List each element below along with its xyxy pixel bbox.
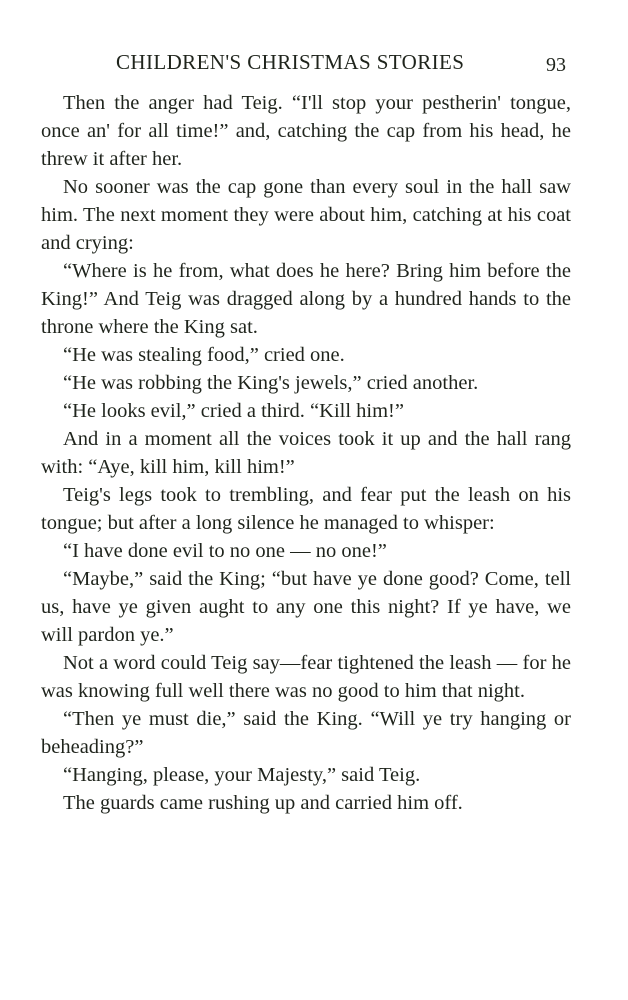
paragraph: “Then ye must die,” said the King. “Will ye try hanging or beheading?” [41, 708, 571, 758]
paragraph: “He was robbing the King's jewels,” cried another. [63, 372, 479, 394]
paragraph: “Where is he from, what does he here? Bring him before the King!” And Teig was dragged along by a hundred hands to the throne where the King sat. [41, 260, 571, 338]
paragraph: No sooner was the cap gone than every soul in the hall saw him. The next moment they were about him, catching at his coat and crying: [41, 176, 571, 254]
body-text [41, 89, 571, 817]
paragraph: “He was stealing food,” cried one. [63, 344, 345, 366]
paragraph: “Maybe,” said the King; “but have ye done good? Come, tell us, have ye given aught to any one this night? If ye have, we will pardon ye.” [41, 568, 571, 646]
paragraph: The guards came rushing up and carried him off. [63, 792, 463, 814]
paragraph: And in a moment all the voices took it up and the hall rang with: “Aye, kill him, kill him!” [41, 428, 571, 478]
running-title: CHILDREN'S CHRISTMAS STORIES [116, 50, 465, 74]
paragraph: “I have done evil to no one — no one!” [63, 540, 387, 562]
paragraph: “He looks evil,” cried a third. “Kill him!” [63, 400, 404, 422]
paragraph: Then the anger had Teig. “I'll stop your pestherin' tongue, once an' for all time!” and, catching the cap from his head, he threw it after her. [41, 92, 571, 170]
paragraph: Not a word could Teig say—fear tightened the leash — for he was knowing full well there was no good to him that night. [41, 652, 571, 702]
page-number: 93 [546, 54, 566, 76]
paragraph: Teig's legs took to trembling, and fear put the leash on his tongue; but after a long silence he managed to whisper: [41, 484, 571, 534]
paragraph: “Hanging, please, your Majesty,” said Teig. [63, 764, 421, 786]
